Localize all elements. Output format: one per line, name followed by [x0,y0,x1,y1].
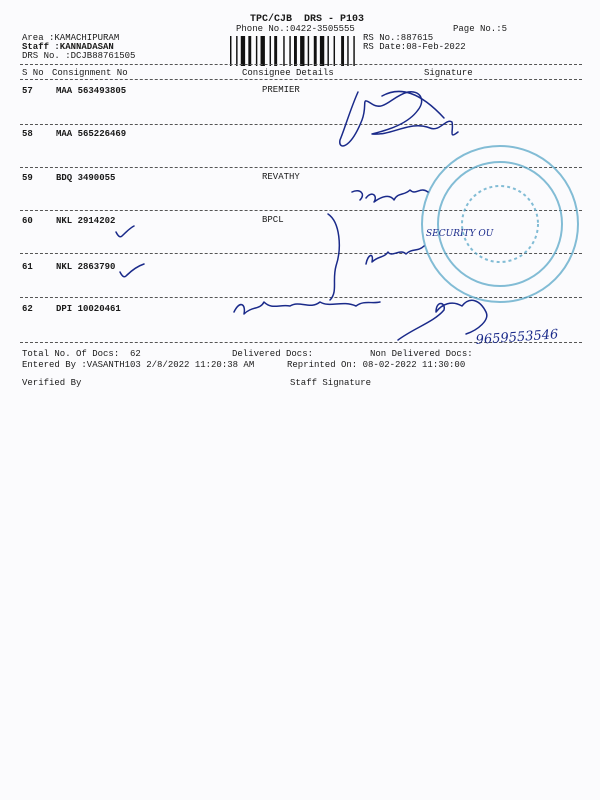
handwritten-phone: 9659553546 [475,327,559,348]
page-number: Page No.:5 [453,24,508,34]
divider [20,253,582,254]
barcode-bar [248,36,251,66]
row-sno: 61 [22,262,33,272]
row-sno: 58 [22,129,33,139]
stamp-center-ring [462,186,538,262]
company-stamp [422,146,578,302]
barcode-bar [320,36,324,66]
drs-number: DRS No. :DCJB88761505 [22,51,136,61]
barcode-bar [283,36,284,66]
signature-final [398,300,487,340]
barcode-bar [241,36,245,66]
barcode-bar [314,36,317,66]
divider [20,124,582,125]
col-signature: Signature [424,68,473,78]
signature-revathy [352,190,428,202]
barcode-bar [353,36,354,66]
row-consignment: BDQ 3490055 [56,173,116,183]
phone-number: Phone No.:0422-3505555 [236,24,355,34]
row-sno: 57 [22,86,33,96]
col-consignment: Consignment No [52,68,128,78]
row-sno: 59 [22,173,33,183]
checkmark-icon [116,226,134,237]
area-field: Area :KAMACHIPURAM [22,33,120,43]
divider [20,167,582,168]
row-consignment: MAA 563493805 [56,86,127,96]
row-consignment: MAA 565226469 [56,129,127,139]
barcode-bar [270,36,271,66]
staff-signature: Staff Signature [290,378,372,388]
delivered-docs: Delivered Docs: [232,349,314,359]
barcode-bar [274,36,277,66]
bracket-bpcl [328,214,339,300]
col-consignee: Consignee Details [242,68,334,78]
barcode [230,36,358,66]
divider [20,297,582,298]
total-docs: Total No. Of Docs: 62 [22,349,141,359]
barcode-bar [327,36,328,66]
divider [20,64,582,65]
divider [20,342,582,343]
staff-field: Staff :KANNADASAN [22,42,114,52]
barcode-bar [261,36,265,66]
barcode-bar [334,36,335,66]
divider [20,79,582,80]
col-sno: S No [22,68,44,78]
rs-number: RS No.:887615 [363,33,434,43]
barcode-bar [308,36,309,66]
row-consignment: NKL 2914202 [56,216,116,226]
stamp-outer-ring [422,146,578,302]
barcode-bar [289,36,290,66]
row-consignee: BPCL [262,215,284,225]
handwritten-security-note: SECURITY OU [426,229,494,239]
entered-by: Entered By :VASANTH103 2/8/2022 11:20:38 AM [22,360,255,370]
stamp-inner-ring [438,162,562,286]
barcode-bar [341,36,344,66]
verified-by: Verified By [22,378,82,388]
signature-bpcl [366,246,424,264]
row-sno: 60 [22,216,33,226]
divider [20,210,582,211]
signature-swoosh [382,91,444,118]
barcode-bar [236,36,237,66]
checkmark-icon [120,264,144,277]
barcode-bar [256,36,257,66]
row-sno: 62 [22,304,33,314]
non-delivered-docs: Non Delivered Docs: [370,349,473,359]
barcode-bar [300,36,304,66]
barcode-bar [230,36,231,66]
row-consignment: DPI 10020461 [56,304,121,314]
signature-consignee-62 [234,302,380,314]
document-title: TPC/CJB DRS - P103 [250,14,365,25]
reprinted-on: Reprinted On: 08-02-2022 11:30:00 [287,360,466,370]
barcode-bar [347,36,348,66]
row-consignee: PREMIER [262,85,300,95]
row-consignee: REVATHY [262,172,300,182]
barcode-bar [294,36,297,66]
rs-date: RS Date:08-Feb-2022 [363,42,466,52]
signature-premier [340,92,458,146]
row-consignment: NKL 2863790 [56,262,116,272]
